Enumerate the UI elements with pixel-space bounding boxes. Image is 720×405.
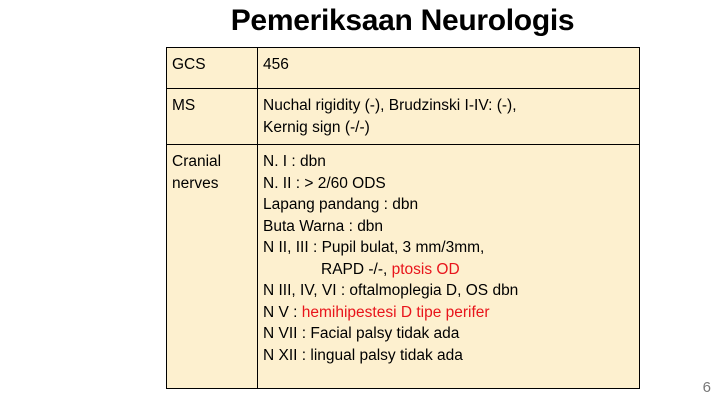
cranial-nerves-findings: [258, 145, 640, 389]
finding-n12: N XII : lingual palsy tidak ada: [263, 346, 463, 364]
finding-rapd-text: RAPD -/-,: [321, 260, 392, 278]
ms-value-line-2: Kernig sign (-/-): [263, 118, 370, 136]
ms-label: MS: [167, 89, 258, 145]
finding-n1: N. I : dbn: [263, 153, 326, 170]
finding-lapang-pandang: Lapang pandang : dbn: [263, 196, 419, 213]
table-row-cranial-nerves: [167, 145, 640, 389]
finding-n3-n4-n6: N III, IV, VI : oftalmoplegia D, OS dbn: [263, 282, 519, 299]
page-number: 6: [702, 379, 711, 396]
gcs-label: GCS: [167, 48, 258, 89]
finding-n2-n3-line-2: [263, 259, 634, 281]
cranial-nerves-label: [167, 145, 258, 389]
table-row-ms: [167, 89, 640, 145]
finding-n2: N. II : > 2/60 ODS: [263, 174, 386, 192]
table-row-gcs: [167, 48, 640, 89]
neurological-exam-table: [166, 47, 640, 389]
finding-ptosis-highlight: ptosis OD: [391, 260, 460, 278]
ms-value-line-1: Nuchal rigidity (-), Brudzinski I-IV: (-),: [263, 97, 517, 114]
finding-buta-warna: Buta Warna : dbn: [263, 217, 384, 235]
gcs-value: 456: [258, 48, 640, 89]
finding-hemihipestesi-highlight: hemihipestesi D tipe perifer: [301, 303, 490, 321]
slide-title: Pemeriksaan Neurologis: [230, 4, 575, 37]
finding-n5: [263, 302, 634, 324]
cranial-nerves-label-line-1: Cranial: [172, 153, 222, 170]
cranial-nerves-label-line-2: nerves: [172, 174, 219, 192]
finding-n2-n3-line-1: N II, III : Pupil bulat, 3 mm/3mm,: [263, 239, 485, 256]
finding-n7: N VII : Facial palsy tidak ada: [263, 325, 460, 342]
ms-value: [258, 89, 640, 145]
finding-n5-prefix: N V :: [263, 303, 302, 321]
